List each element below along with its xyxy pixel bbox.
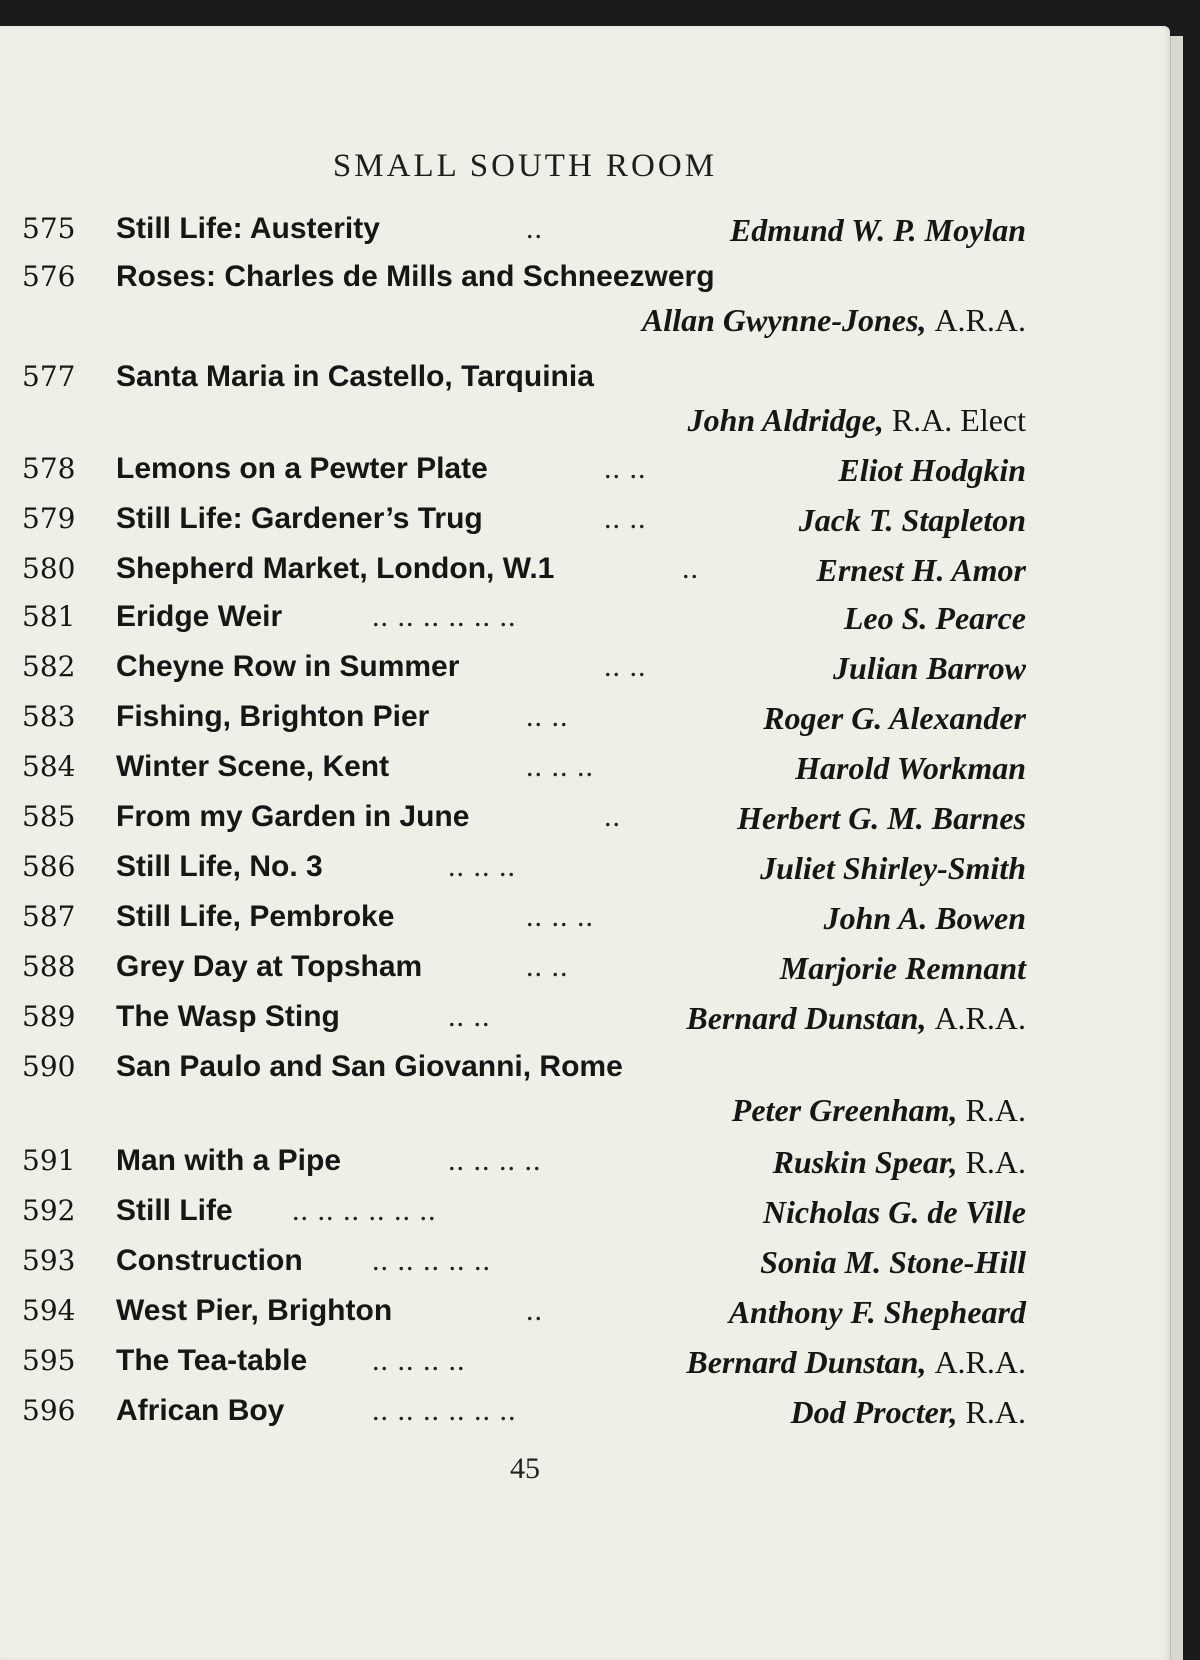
entry-number: 575 <box>22 212 76 245</box>
entry-artist <box>763 700 1026 737</box>
entry-artist <box>737 800 1026 837</box>
entry-artist <box>833 650 1026 687</box>
artist-name: Marjorie Remnant <box>779 950 1026 986</box>
leader-dots: .. .. .. .. <box>372 1344 466 1377</box>
entry-title: Winter Scene, Kent <box>116 750 390 783</box>
entry-artist <box>732 1092 1026 1129</box>
entry-artist <box>729 1294 1026 1331</box>
leader-dots: .. .. .. <box>526 900 594 933</box>
entry-title: West Pier, Brighton <box>116 1294 393 1327</box>
leader-dots: .. <box>604 800 621 833</box>
entry-number: 585 <box>22 800 76 833</box>
entry-title: Cheyne Row in Summer <box>116 650 460 683</box>
artist-name: Dod Procter, <box>790 1394 958 1430</box>
entry-title: Still Life: Austerity <box>116 212 380 245</box>
entry-title: African Boy <box>116 1394 285 1427</box>
leader-dots: .. .. .. .. .. .. <box>372 600 517 633</box>
entry-artist <box>730 212 1026 249</box>
entry-title: From my Garden in June <box>116 800 470 833</box>
entry-number: 586 <box>22 850 76 883</box>
entry-artist <box>763 1194 1026 1231</box>
page-number: 45 <box>510 1452 540 1485</box>
entry-number: 587 <box>22 900 76 933</box>
artist-name: Eliot Hodgkin <box>838 452 1026 488</box>
leader-dots: .. <box>526 1294 543 1327</box>
leader-dots: .. .. <box>604 502 647 535</box>
entry-title: Man with a Pipe <box>116 1144 342 1177</box>
artist-name: Jack T. Stapleton <box>798 502 1026 538</box>
artist-name: Leo S. Pearce <box>843 600 1026 636</box>
entry-title: The Wasp Sting <box>116 1000 340 1033</box>
entry-number: 580 <box>22 552 76 585</box>
entry-artist <box>686 1000 1026 1037</box>
leader-dots: .. <box>526 212 543 245</box>
entry-title: Still Life, Pembroke <box>116 900 395 933</box>
entry-number: 594 <box>22 1294 76 1327</box>
artist-honour: R.A. <box>965 1144 1026 1180</box>
section-title: SMALL SOUTH ROOM <box>332 148 718 184</box>
entry-artist <box>780 950 1026 987</box>
artist-name: John A. Bowen <box>823 900 1026 936</box>
artist-name: Allan Gwynne-Jones, <box>641 302 927 338</box>
artist-name: Bernard Dunstan, <box>686 1000 927 1036</box>
entry-number: 581 <box>22 600 76 633</box>
entry-artist <box>799 502 1026 539</box>
entry-artist <box>844 600 1026 637</box>
entry-title: Santa Maria in Castello, Tarquinia <box>116 360 594 393</box>
leader-dots: .. .. .. .. .. .. <box>372 1394 517 1427</box>
entry-title: Lemons on a Pewter Plate <box>116 452 488 485</box>
artist-honour: R.A. Elect <box>891 402 1026 438</box>
artist-honour: A.R.A. <box>934 1344 1026 1380</box>
entry-title: Construction <box>116 1244 303 1277</box>
entry-number: 596 <box>22 1394 76 1427</box>
entry-artist <box>773 1144 1026 1181</box>
entry-artist <box>686 1344 1026 1381</box>
entry-artist <box>760 850 1026 887</box>
artist-name: Nicholas G. de Ville <box>762 1194 1026 1230</box>
entry-title: Still Life, No. 3 <box>116 850 323 883</box>
artist-name: Julian Barrow <box>833 650 1026 686</box>
entry-artist <box>838 452 1026 489</box>
leader-dots: .. <box>682 552 699 585</box>
artist-name: Bernard Dunstan, <box>686 1344 927 1380</box>
entry-number: 582 <box>22 650 76 683</box>
leader-dots: .. .. .. .. .. .. <box>292 1194 437 1227</box>
entry-title: San Paulo and San Giovanni, Rome <box>116 1050 623 1083</box>
leader-dots: .. .. <box>604 650 647 683</box>
leader-dots: .. .. .. .. <box>448 1144 542 1177</box>
artist-name: John Aldridge, <box>687 402 884 438</box>
entry-number: 591 <box>22 1144 76 1177</box>
entry-number: 579 <box>22 502 76 535</box>
entry-number: 577 <box>22 360 76 393</box>
artist-honour: R.A. <box>965 1394 1026 1430</box>
artist-name: Herbert G. M. Barnes <box>737 800 1026 836</box>
leader-dots: .. .. .. <box>526 750 594 783</box>
artist-name: Ernest H. Amor <box>816 552 1026 588</box>
leader-dots: .. .. <box>448 1000 491 1033</box>
artist-honour: A.R.A. <box>934 1000 1026 1036</box>
entry-title: Fishing, Brighton Pier <box>116 700 430 733</box>
artist-name: Roger G. Alexander <box>763 700 1026 736</box>
artist-name: Harold Workman <box>795 750 1026 786</box>
entry-title: The Tea-table <box>116 1344 308 1377</box>
entry-number: 593 <box>22 1244 76 1277</box>
entry-number: 589 <box>22 1000 76 1033</box>
entry-artist <box>760 1244 1026 1281</box>
artist-honour: R.A. <box>965 1092 1026 1128</box>
entry-title: Roses: Charles de Mills and Schneezwerg <box>116 260 715 293</box>
page-edge <box>1170 36 1183 1660</box>
entry-number: 592 <box>22 1194 76 1227</box>
artist-name: Ruskin Spear, <box>772 1144 958 1180</box>
entry-artist <box>688 402 1026 439</box>
entry-number: 588 <box>22 950 76 983</box>
entry-artist <box>824 900 1026 937</box>
artist-name: Peter Greenham, <box>731 1092 958 1128</box>
entry-title: Still Life: Gardener’s Trug <box>116 502 483 535</box>
entry-number: 590 <box>22 1050 76 1083</box>
entry-title: Shepherd Market, London, W.1 <box>116 552 555 585</box>
leader-dots: .. .. .. .. .. <box>372 1244 491 1277</box>
entry-number: 595 <box>22 1344 76 1377</box>
artist-name: Edmund W. P. Moylan <box>729 212 1026 248</box>
entry-number: 583 <box>22 700 76 733</box>
artist-name: Sonia M. Stone-Hill <box>760 1244 1026 1280</box>
artist-honour: A.R.A. <box>934 302 1026 338</box>
leader-dots: .. .. <box>526 950 569 983</box>
entry-number: 576 <box>22 260 76 293</box>
leader-dots: .. .. <box>526 700 569 733</box>
artist-name: Anthony F. Shepheard <box>728 1294 1026 1330</box>
entry-artist <box>790 1394 1026 1431</box>
entry-number: 578 <box>22 452 76 485</box>
leader-dots: .. .. <box>604 452 647 485</box>
entry-artist <box>795 750 1026 787</box>
entry-artist <box>642 302 1026 339</box>
artist-name: Juliet Shirley-Smith <box>760 850 1026 886</box>
leader-dots: .. .. .. <box>448 850 516 883</box>
entry-title: Grey Day at Topsham <box>116 950 423 983</box>
entry-number: 584 <box>22 750 76 783</box>
entry-title: Still Life <box>116 1194 233 1227</box>
entry-artist <box>816 552 1026 589</box>
entry-title: Eridge Weir <box>116 600 283 633</box>
